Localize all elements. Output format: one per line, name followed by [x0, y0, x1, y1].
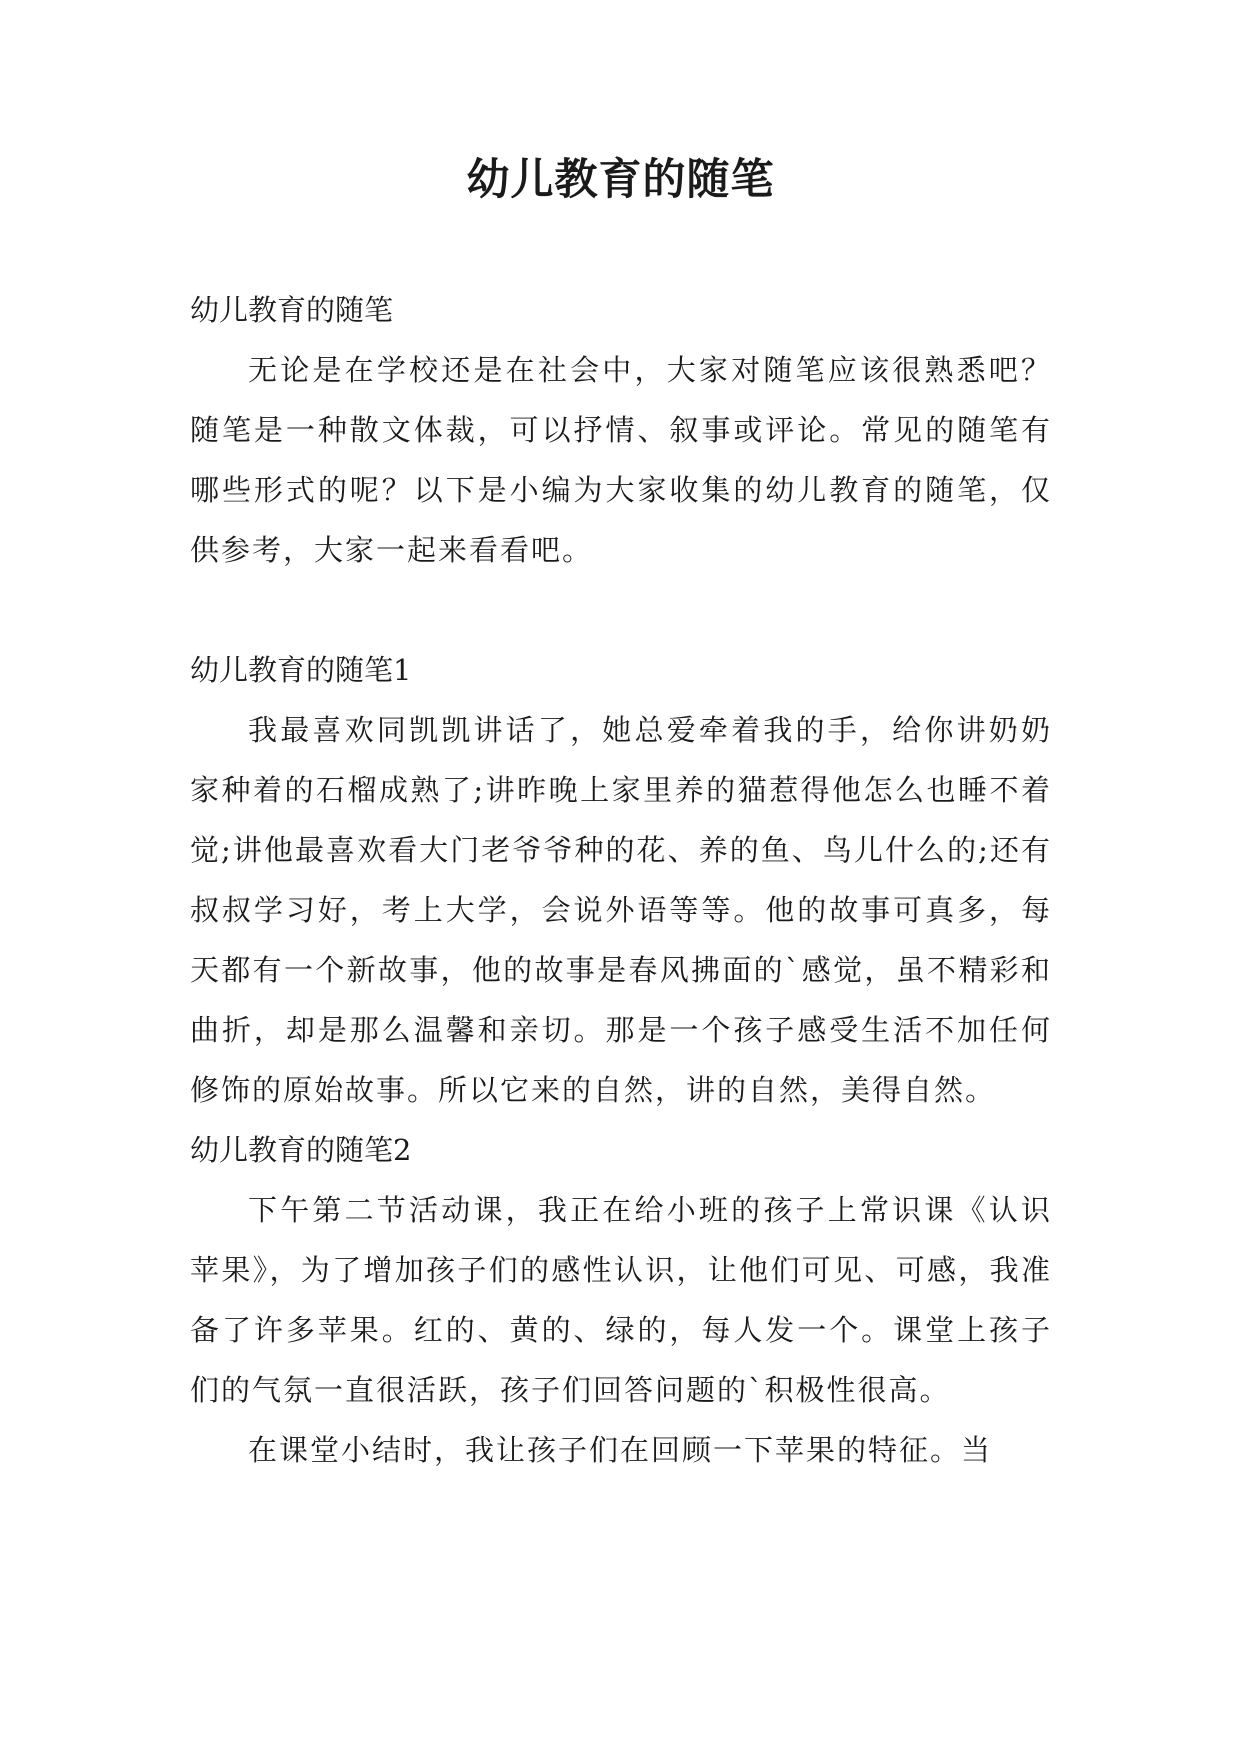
intro-heading: 幼儿教育的随笔	[190, 293, 394, 327]
section-2-heading: 幼儿教育的随笔2	[190, 1133, 412, 1167]
section-1-heading: 幼儿教育的随笔1	[190, 653, 412, 687]
section-1-paragraph: 我最喜欢同凯凯讲话了，她总爱牵着我的手，给你讲奶奶家种着的石榴成熟了;讲昨晚上家里养的猫惹得他怎么也睡不着觉;讲他最喜欢看大门老爷爷种的花、养的鱼、鸟儿什么的;还有叔叔学习好，考上大学，会说外语等等。他的故事可真多，每天都有一个新故事，他的故事是春风拂面的`感觉，虽不精彩和曲折，却是那么温馨和亲切。那是一个孩子感受生活不加任何修饰的原始故事。所以它来的自然，讲的自然，美得自然。	[190, 713, 1052, 1107]
section-spacer	[190, 580, 1052, 640]
intro-paragraph: 无论是在学校还是在社会中，大家对随笔应该很熟悉吧？随笔是一种散文体裁，可以抒情、叙事或评论。常见的随笔有哪些形式的呢？以下是小编为大家收集的幼儿教育的随笔，仅供参考，大家一起来看看吧。	[190, 353, 1052, 567]
section-2-paragraph-2: 在课堂小结时，我让孩子们在回顾一下苹果的特征。当	[248, 1433, 993, 1467]
document-body	[190, 280, 1052, 1480]
section-2-paragraph-1: 下午第二节活动课，我正在给小班的孩子上常识课《认识苹果》，为了增加孩子们的感性认识，让他们可见、可感，我准备了许多苹果。红的、黄的、绿的，每人发一个。课堂上孩子们的气氛一直很活跃，孩子们回答问题的`积极性很高。	[190, 1193, 1052, 1407]
document-title: 幼儿教育的随笔	[466, 155, 775, 205]
